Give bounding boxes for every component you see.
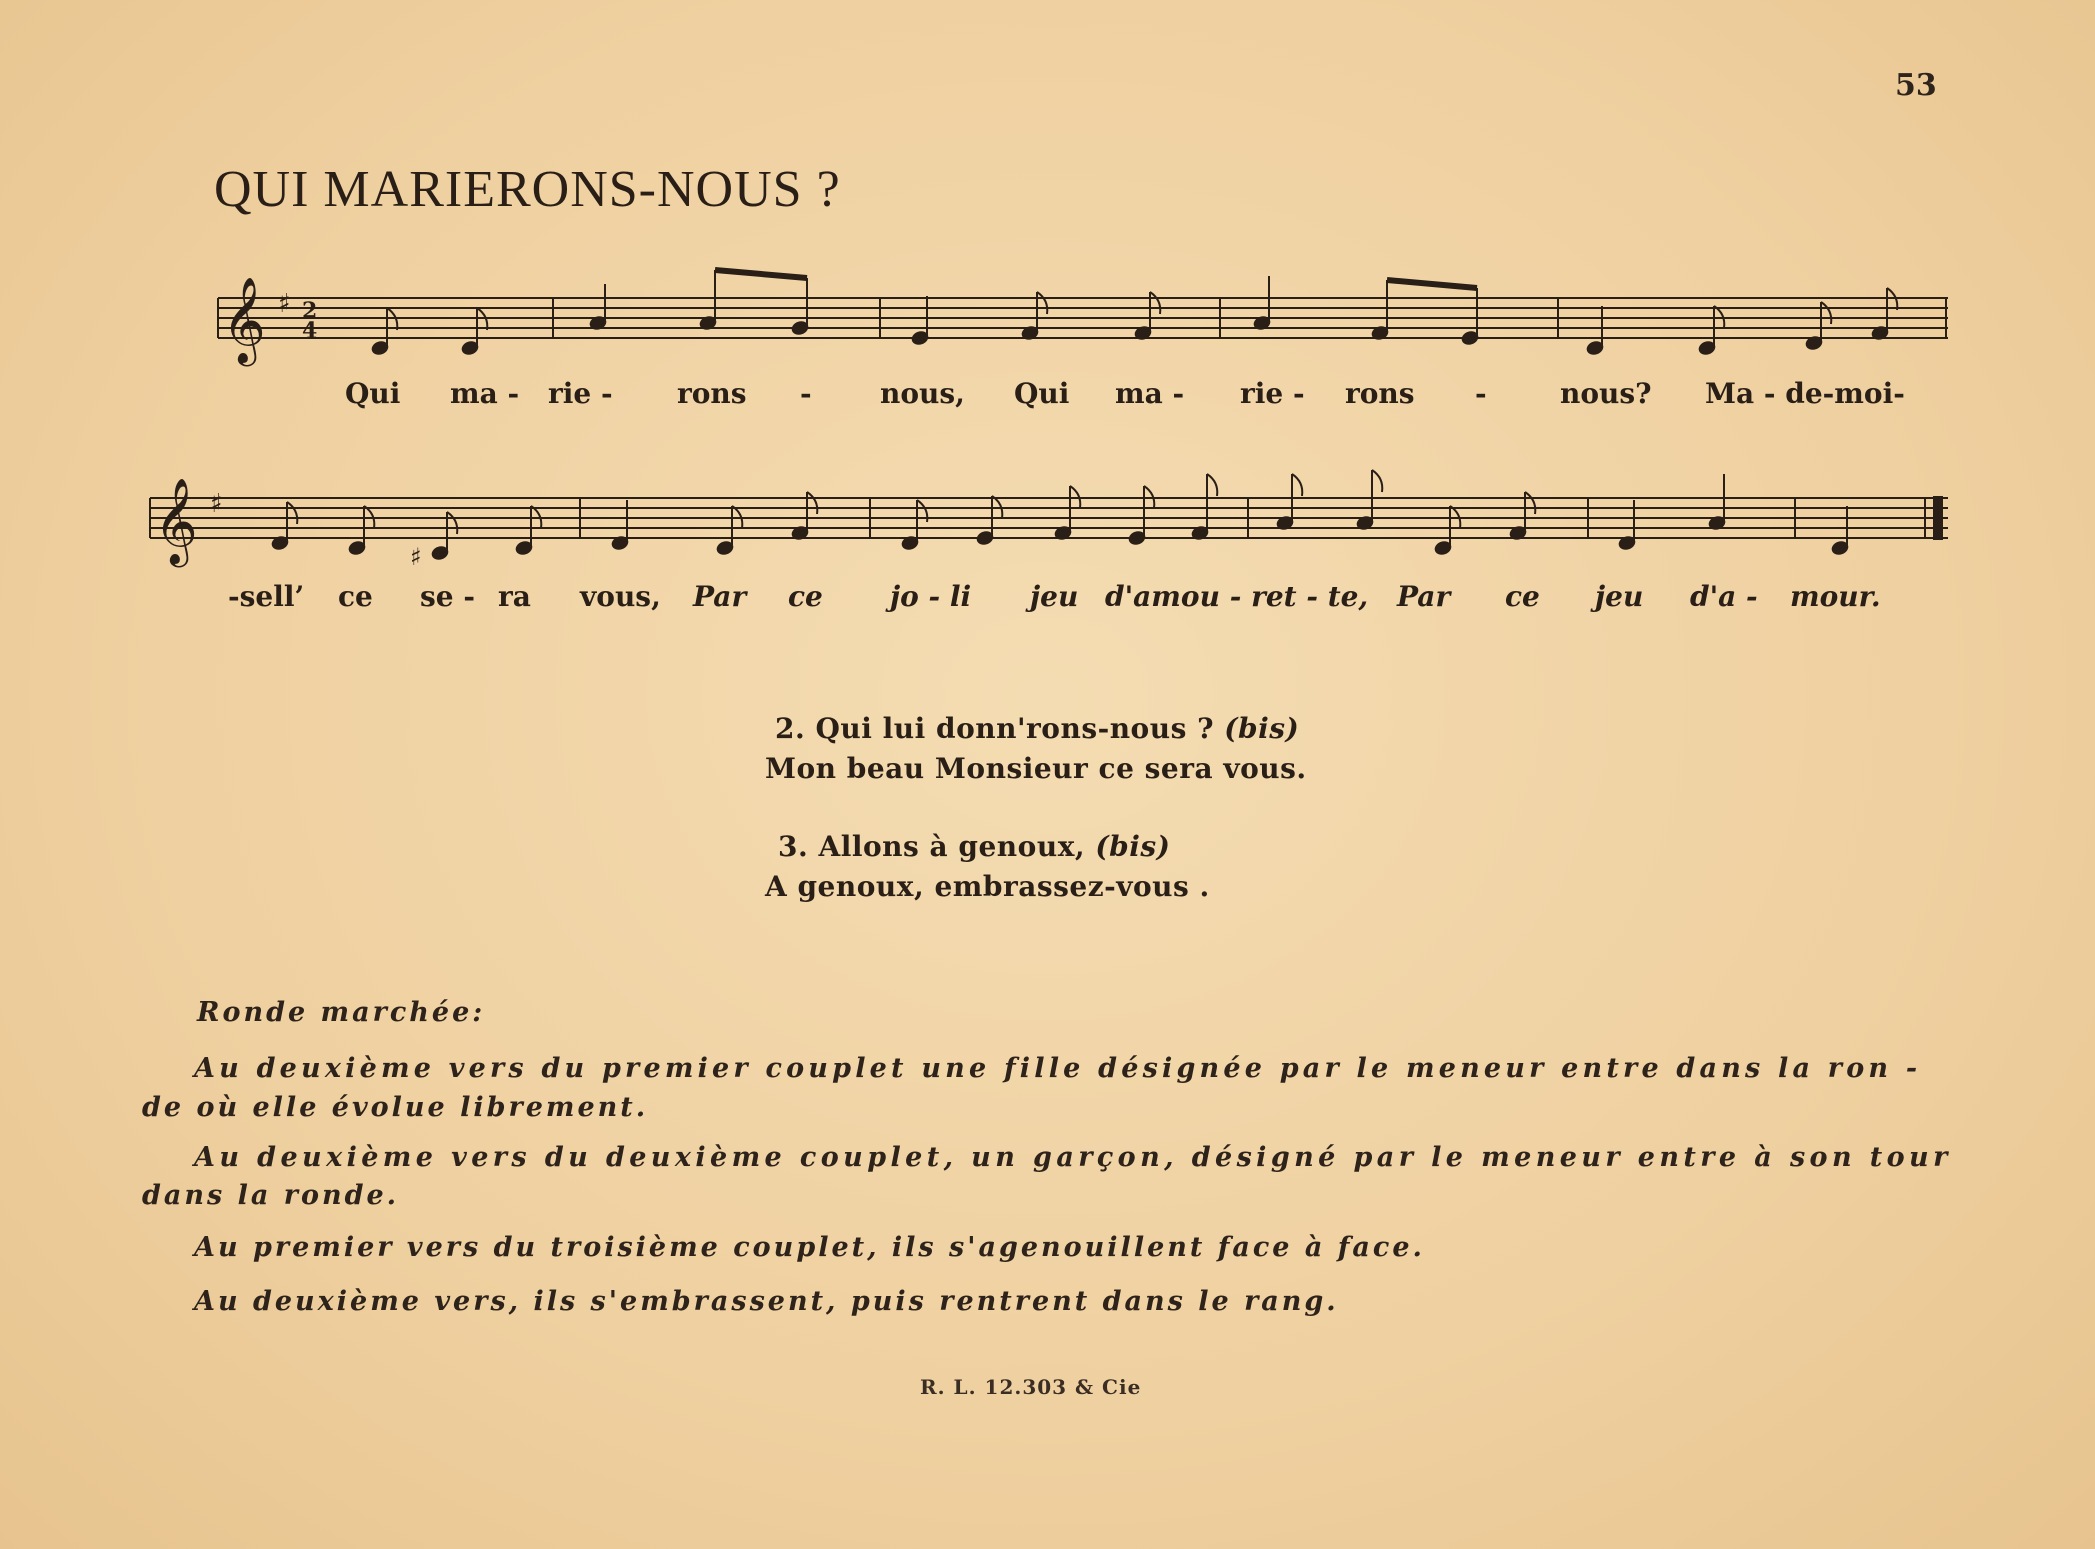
lyric-syllable: nous, [880, 377, 965, 410]
lyric-syllable: - [1475, 377, 1487, 410]
lyric-syllable: rie - [548, 377, 613, 410]
lyric-syllable: ma - [450, 377, 520, 410]
lyric-syllable: - [800, 377, 812, 410]
notes-line-2 [270, 470, 1849, 571]
lyric-syllable: mour. [1790, 580, 1881, 613]
sharp-icon: ♯ [278, 289, 291, 319]
lyric-syllable: nous? [1560, 377, 1652, 410]
lyric-syllable: d'amou - ret - te, [1105, 580, 1369, 613]
treble-clef-icon: 𝄞 [222, 277, 266, 363]
notes-line-1 [370, 270, 1897, 356]
svg-text:♯: ♯ [410, 543, 422, 571]
lyric-syllable: -sell’ [228, 580, 305, 613]
treble-clef-icon: 𝄞 [154, 478, 198, 564]
lyric-syllable: ce [338, 580, 373, 613]
page-number: 53 [1895, 68, 1937, 103]
instruction-paragraph: Au premier vers du troisième couplet, ils s'agenouillent face à face. [194, 1232, 1425, 1263]
instruction-paragraph: Au deuxième vers du premier couplet une fille désignée par le meneur entre dans la ron - [194, 1053, 1922, 1084]
lyric-syllable: ma - [1115, 377, 1185, 410]
verse-line: Mon beau Monsieur ce sera vous. [765, 752, 1307, 785]
lyric-syllable: rons [1345, 377, 1415, 410]
instruction-paragraph: dans la ronde. [142, 1180, 400, 1211]
instruction-paragraph: Au deuxième vers du deuxième couplet, un garçon, désigné par le meneur entre à son tour [194, 1142, 1952, 1173]
lyric-syllable: vous, [580, 580, 661, 613]
lyric-syllable: ce [788, 580, 823, 613]
instruction-paragraph: Au deuxième vers, ils s'embrassent, puis rentrent dans le rang. [194, 1286, 1339, 1317]
lyric-syllable: ce [1505, 580, 1540, 613]
song-title: QUI MARIERONS-NOUS ? [214, 161, 841, 218]
lyric-syllable: rons [677, 377, 747, 410]
lyric-syllable: Ma - de-moi- [1705, 377, 1905, 410]
lyric-syllable: se - [420, 580, 475, 613]
instructions-heading: Ronde marchée: [197, 997, 486, 1028]
lyric-syllable: Qui [1014, 377, 1070, 410]
bis-marker: (bis) [1095, 830, 1171, 863]
sharp-icon: ♯ [210, 489, 223, 519]
lyric-syllable: Par [693, 580, 747, 613]
lyric-syllable: Qui [345, 377, 401, 410]
verse-line: 2. Qui lui donn'rons-nous ? [775, 712, 1215, 745]
lyric-syllable: jeu [1030, 580, 1079, 613]
lyric-syllable: jeu [1595, 580, 1644, 613]
lyric-syllable: Par [1397, 580, 1451, 613]
staff-system-2 [150, 470, 1948, 571]
svg-text:4: 4 [302, 318, 318, 344]
instruction-paragraph: de où elle évolue librement. [142, 1092, 649, 1123]
bis-marker: (bis) [1224, 712, 1300, 745]
lyric-syllable: jo - li [890, 580, 972, 613]
staff-system-1 [218, 270, 1948, 367]
verse-line: A genoux, embrassez-vous . [765, 870, 1210, 903]
publisher-reference: R. L. 12.303 & Cie [920, 1375, 1142, 1399]
verse-line: 3. Allons à genoux, [778, 830, 1086, 863]
lyric-syllable: d'a - [1690, 580, 1758, 613]
time-signature: 2 [302, 298, 318, 324]
lyric-syllable: ra [498, 580, 531, 613]
lyric-syllable: rie - [1240, 377, 1305, 410]
